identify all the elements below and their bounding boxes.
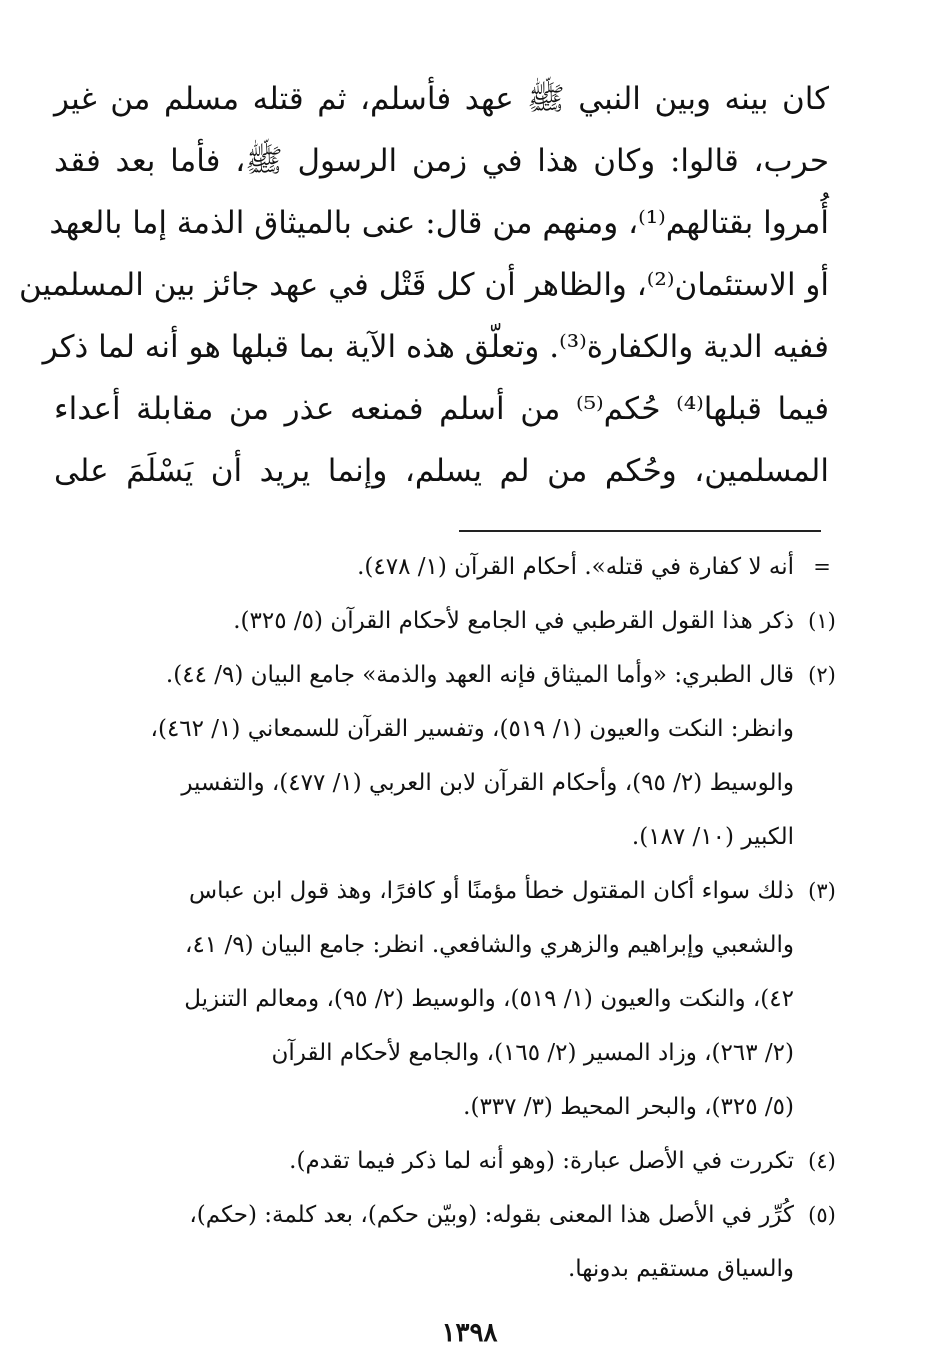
footnote-text: (٥/ ٣٢٥)، والبحر المحيط (٣/ ٣٣٧). [463, 1094, 794, 1120]
footnote-separator [459, 530, 821, 532]
footnote-5 [54, 1188, 834, 1242]
footnote-4 [54, 1134, 834, 1188]
carryover-marker: = [813, 555, 831, 579]
page-number: ١٣٩٨ [441, 1318, 498, 1348]
footnote-1 [54, 594, 834, 648]
footnote-2 [54, 648, 834, 702]
body-line: ففيه الدية والكفارة⁽³⁾. وتعلّق هذه الآية بما قبلها هو أنه لما ذكر [42, 329, 829, 365]
body-line: أو الاستئمان⁽²⁾، والظاهر أن كل قَتْل في عهد جائز بين المسلمين [19, 267, 829, 303]
footnote-text: ذلك سواء أكان المقتول خطأ مؤمنًا أو كافرًا، وهذ قول ابن عباس [189, 878, 794, 904]
footnote-text: ذكر هذا القول القرطبي في الجامع لأحكام القرآن (٥/ ٣٢٥). [233, 608, 794, 634]
footnote-number: (٣) [808, 879, 836, 903]
footnote-text: والشعبي وإبراهيم والزهري والشافعي. انظر: جامع البيان (٩/ ٤١، [185, 932, 794, 958]
footnote-text: كُرِّر في الأصل هذا المعنى بقوله: (وبيّن حكم)، بعد كلمة: (حكم)، [189, 1202, 794, 1228]
footnote-number: (٢) [808, 663, 836, 687]
footnote-3 [54, 864, 834, 918]
footnote-text: الكبير (١٠/ ١٨٧). [631, 824, 794, 850]
body-line: حرب، قالوا: وكان هذا في زمن الرسول ﷺ، فأما بعد فقد [54, 143, 829, 179]
footnote-number: (١) [808, 609, 836, 633]
footnote-text: تكررت في الأصل عبارة: (وهو أنه لما ذكر فيما تقدم). [289, 1148, 794, 1174]
footnotes-section [54, 540, 834, 1296]
footnote-text: والوسيط (٢/ ٩٥)، وأحكام القرآن لابن العربي (١/ ٤٧٧)، والتفسير [181, 770, 794, 796]
footnote-text: أنه لا كفارة في قتله». أحكام القرآن (١/ ٤٧٨). [357, 554, 794, 580]
body-line: فيما قبلها⁽⁴⁾ حُكم⁽⁵⁾ من أسلم فمنعه عذر من مقابلة أعداء [54, 391, 830, 427]
footnote-number: (٥) [808, 1203, 836, 1227]
footnote-number: (٤) [808, 1149, 836, 1173]
body-line: المسلمين، وحُكم من لم يسلم، وإنما يريد أن يَسْلَمَ على [54, 453, 829, 489]
footnote-text: (٢/ ٢٦٣)، وزاد المسير (٢/ ١٦٥)، والجامع لأحكام القرآن [271, 1040, 794, 1066]
footnote-text: قال الطبري: «وأما الميثاق فإنه العهد والذمة» جامع البيان (٩/ ٤٤). [165, 662, 794, 688]
body-line: أُمروا بقتالهم⁽¹⁾، ومنهم من قال: عنى بالميثاق الذمة إما بالعهد [49, 205, 829, 241]
body-line: كان بينه وبين النبي ﷺ عهد فأسلم، ثم قتله مسلم من غير [54, 81, 829, 117]
footnote-text: والسياق مستقيم بدونها. [567, 1256, 794, 1282]
footnote-text: ٤٢)، والنكت والعيون (١/ ٥١٩)، والوسيط (٢/ ٩٥)، ومعالم التنزيل [184, 986, 794, 1012]
footnote-text: وانظر: النكت والعيون (١/ ٥١٩)، وتفسير القرآن للسمعاني (١/ ٤٦٢)، [150, 716, 794, 742]
main-body-text [19, 68, 830, 502]
footnote-carryover [54, 540, 834, 594]
